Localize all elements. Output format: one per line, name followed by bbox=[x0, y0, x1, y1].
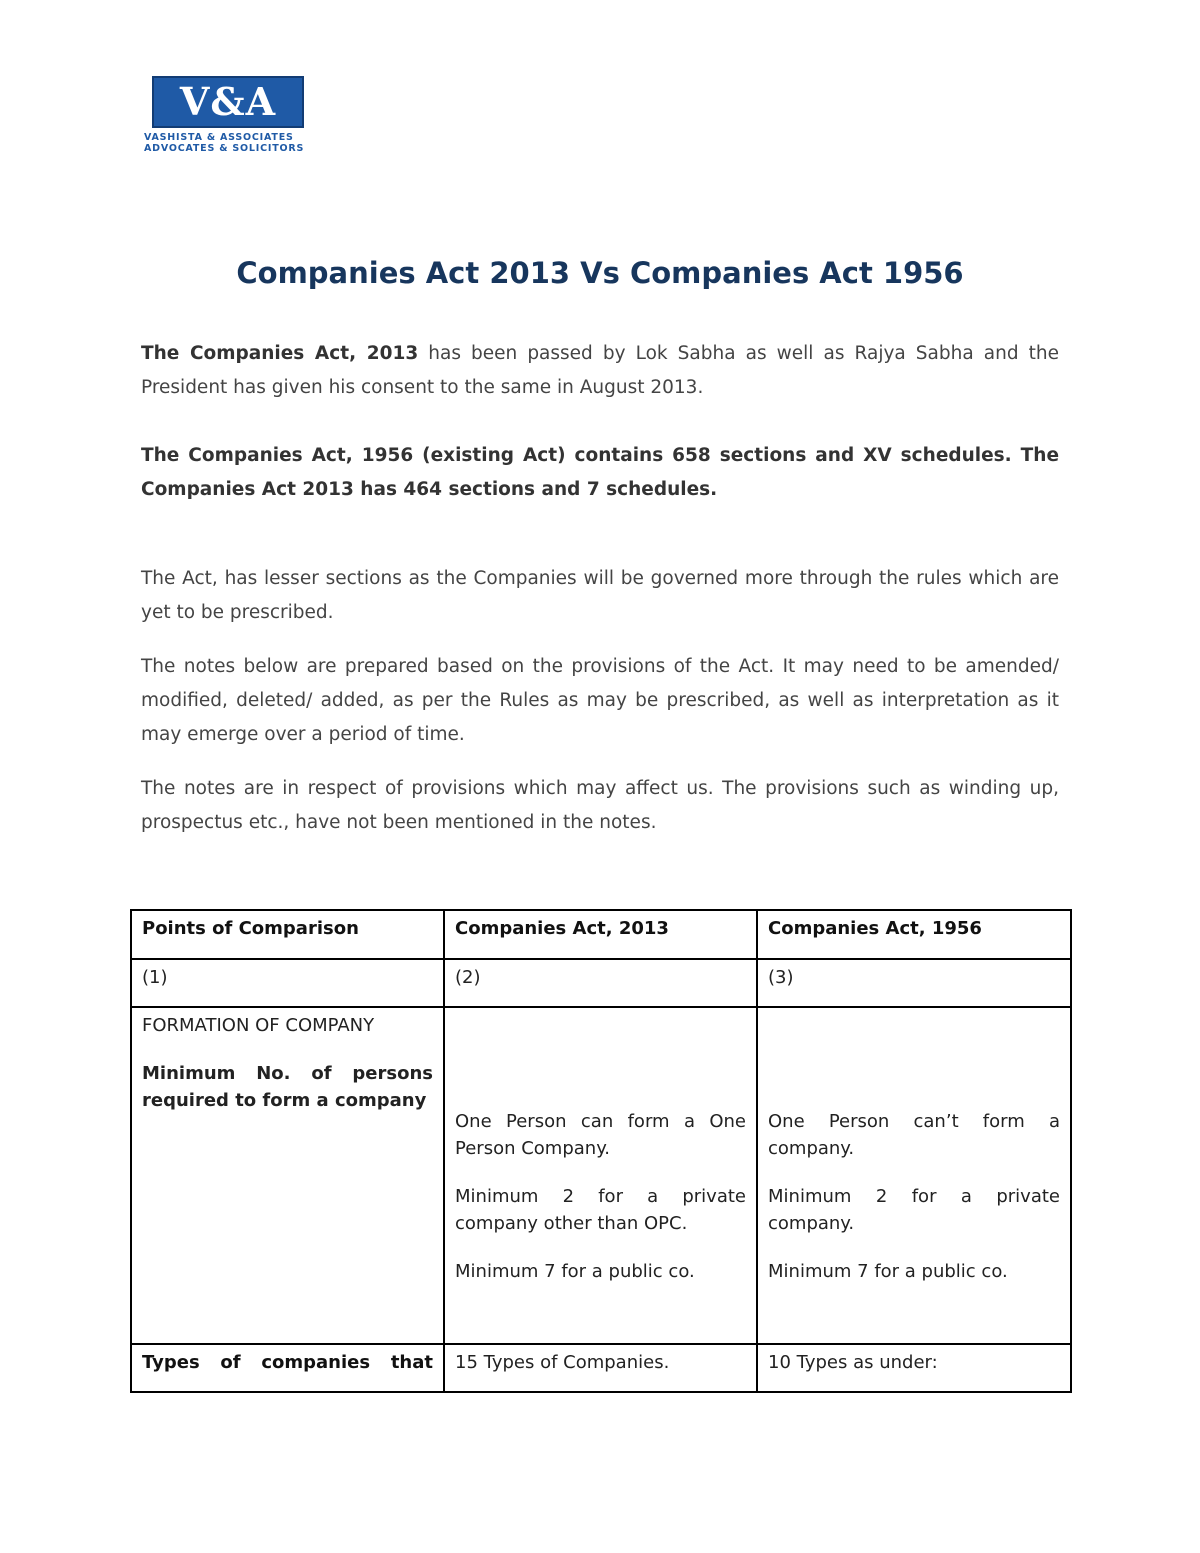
header-act-2013: Companies Act, 2013 bbox=[444, 910, 757, 959]
formation-heading: FORMATION OF COMPANY bbox=[142, 1015, 375, 1036]
formation-1956-line-1: One Person can’t form a company. bbox=[768, 1111, 1060, 1159]
formation-label-cell bbox=[131, 1007, 444, 1344]
intro-paragraph-2: The Companies Act, 1956 (existing Act) contains 658 sections and XV schedules. The Companies Act 2013 has 464 sections and 7 schedules. bbox=[141, 445, 1059, 500]
table-row-formation bbox=[131, 1007, 1071, 1344]
table-row-types bbox=[131, 1344, 1071, 1392]
formation-act-1956-cell bbox=[757, 1007, 1071, 1344]
formation-2013-line-2: Minimum 2 for a private company other than OPC. bbox=[455, 1186, 746, 1234]
types-act-1956-cell: 10 Types as under: bbox=[757, 1344, 1071, 1392]
logo-firm-tagline: ADVOCATES & SOLICITORS bbox=[144, 143, 305, 154]
header-points-of-comparison: Points of Comparison bbox=[131, 910, 444, 959]
formation-1956-line-2: Minimum 2 for a private company. bbox=[768, 1186, 1060, 1234]
table-header-row bbox=[131, 910, 1071, 959]
types-label-cell: Types of companies that bbox=[131, 1344, 444, 1392]
comparison-table bbox=[130, 909, 1072, 1393]
intro-p1-bold: The Companies Act, 2013 bbox=[141, 343, 419, 364]
types-act-2013-cell: 15 Types of Companies. bbox=[444, 1344, 757, 1392]
logo-firm-name: VASHISTA & ASSOCIATES bbox=[144, 132, 294, 143]
formation-act-2013-cell bbox=[444, 1007, 757, 1344]
document-title: Companies Act 2013 Vs Companies Act 1956 bbox=[236, 256, 964, 290]
formation-2013-line-1: One Person can form a One Person Company. bbox=[455, 1111, 746, 1159]
column-number-2: (2) bbox=[444, 959, 757, 1007]
column-number-3: (3) bbox=[757, 959, 1071, 1007]
logo-mark: V&A bbox=[179, 79, 277, 124]
formation-subheading: Minimum No. of persons required to form a company bbox=[142, 1063, 433, 1111]
intro-paragraph-1 bbox=[141, 337, 1059, 405]
table-number-row bbox=[131, 959, 1071, 1007]
column-number-1: (1) bbox=[131, 959, 444, 1007]
intro-p1-rest: has been passed by Lok Sabha as well as Rajya Sabha and the President has given his consent to the same in August 2013. bbox=[141, 343, 1059, 398]
intro-paragraph-5: The notes are in respect of provisions which may affect us. The provisions such as winding up, prospectus etc., have not been mentioned in the notes. bbox=[141, 778, 1059, 833]
formation-1956-line-3: Minimum 7 for a public co. bbox=[768, 1261, 1008, 1282]
intro-paragraph-3: The Act, has lesser sections as the Companies will be governed more through the rules which are yet to be prescribed. bbox=[141, 568, 1059, 623]
intro-paragraph-4: The notes below are prepared based on the provisions of the Act. It may need to be amended/ modified, deleted/ added, as per the Rules as may be prescribed, as well as interpretation as it may emerge over a period of time. bbox=[141, 656, 1059, 745]
header-act-1956: Companies Act, 1956 bbox=[757, 910, 1071, 959]
logo-badge bbox=[152, 76, 304, 128]
firm-logo bbox=[142, 76, 342, 156]
formation-2013-line-3: Minimum 7 for a public co. bbox=[455, 1261, 695, 1282]
